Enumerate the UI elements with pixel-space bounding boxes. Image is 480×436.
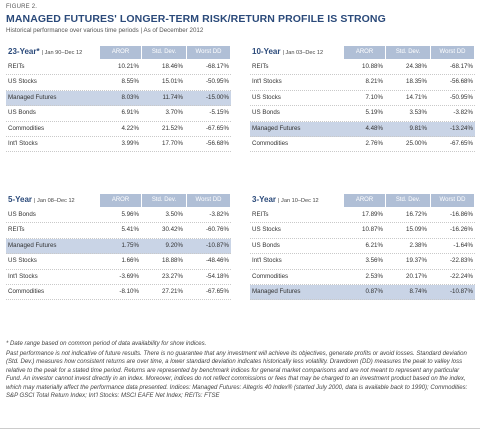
asset-name: Managed Futures bbox=[252, 287, 301, 295]
asset-name: US Bonds bbox=[252, 109, 280, 117]
value-aror: 6.21% bbox=[365, 241, 383, 249]
value-dd: -50.95% bbox=[449, 93, 473, 101]
asset-name: Commodities bbox=[8, 124, 45, 132]
table-row bbox=[6, 254, 231, 269]
value-std: 3.53% bbox=[409, 109, 427, 117]
asset-name: US Stocks bbox=[8, 257, 37, 265]
table-row bbox=[6, 137, 231, 152]
value-dd: -22.24% bbox=[449, 272, 473, 280]
value-aror: 7.10% bbox=[365, 93, 383, 101]
value-aror: 8.55% bbox=[121, 78, 139, 86]
table-row bbox=[6, 223, 231, 238]
column-header: Worst DD bbox=[187, 46, 230, 59]
value-std: 17.70% bbox=[162, 139, 183, 147]
table-row bbox=[6, 208, 231, 223]
value-dd: -5.15% bbox=[209, 109, 229, 117]
value-std: 8.74% bbox=[409, 287, 427, 295]
value-dd: -67.65% bbox=[205, 124, 229, 132]
performance-disclaimer: Past performance is not indicative of future results. There is no guarantee that any investment will achieve its objectives, generate profits or avoid losses. Standard deviation (Std. Dev.) measures how consistent returns are over time, a lower standard deviation indicates historically less volatility. Drawdown (DD) measures the peak to valley loss relative to the peak for a stated time period. Returns are represented by benchmark indices for general market comparisons and are not meant to represent any particular Fund. An investor cannot invest directly in an index. Moreover, indices do not reflect commissions or fees that may be charged to an investment product based on the index, which may materially affect the performance data presented. Indices: Managed Futures: Altegris 40 Index® (started July 2000, data is available back to 1990); Commodities: S&P GSCI Total Return Index; Int'l Stocks: MSCI EAFE Net Index; REITs: FTSE bbox=[6, 350, 468, 399]
value-dd: -16.86% bbox=[449, 211, 473, 218]
column-header: Worst DD bbox=[431, 46, 474, 59]
table-row bbox=[250, 208, 475, 223]
column-header: AROR bbox=[344, 194, 385, 207]
value-std: 3.70% bbox=[165, 109, 183, 117]
value-std: 16.72% bbox=[406, 211, 427, 218]
table-row bbox=[6, 60, 231, 75]
performance-panel-0 bbox=[6, 46, 231, 152]
asset-name: US Stocks bbox=[252, 93, 281, 101]
value-dd: -10.87% bbox=[205, 241, 229, 249]
table-row bbox=[250, 239, 475, 254]
value-aror: 3.56% bbox=[365, 257, 383, 265]
table-row bbox=[250, 270, 475, 285]
value-dd: -22.83% bbox=[449, 257, 473, 265]
value-dd: -3.82% bbox=[453, 109, 473, 117]
asset-name: US Bonds bbox=[8, 211, 36, 218]
column-header: AROR bbox=[100, 194, 141, 207]
date-range-footnote: * Date range based on common period of data availability for show indices. bbox=[6, 341, 207, 347]
value-std: 30.42% bbox=[162, 226, 183, 234]
column-header: Std. Dev. bbox=[142, 194, 186, 207]
panel-title bbox=[252, 195, 319, 204]
asset-name: US Bonds bbox=[252, 241, 280, 249]
value-std: 9.81% bbox=[409, 124, 427, 132]
performance-panel-3 bbox=[250, 194, 475, 300]
panel-title bbox=[8, 195, 75, 204]
column-header: Std. Dev. bbox=[142, 46, 186, 59]
table-row bbox=[6, 285, 231, 300]
value-aror: 8.21% bbox=[365, 78, 383, 86]
asset-name: Int'l Stocks bbox=[252, 78, 282, 86]
value-std: 25.00% bbox=[406, 139, 427, 147]
column-header: AROR bbox=[344, 46, 385, 59]
figure-title: MANAGED FUTURES' LONGER-TERM RISK/RETURN PROFILE IS STRONG bbox=[6, 13, 386, 25]
panel-period: 5-Year bbox=[8, 195, 33, 204]
asset-name: REITs bbox=[252, 63, 269, 70]
column-header: Std. Dev. bbox=[386, 194, 430, 207]
asset-name: US Bonds bbox=[8, 109, 36, 117]
panel-period: 3-Year bbox=[252, 195, 277, 204]
value-aror: 4.22% bbox=[121, 124, 139, 132]
asset-name: Commodities bbox=[252, 139, 289, 147]
performance-panel-1 bbox=[250, 46, 475, 152]
value-aror: 2.53% bbox=[365, 272, 383, 280]
asset-name: Managed Futures bbox=[8, 241, 57, 249]
value-dd: -13.24% bbox=[449, 124, 473, 132]
value-dd: -60.76% bbox=[205, 226, 229, 234]
value-aror: 2.76% bbox=[365, 139, 383, 147]
footnotes bbox=[6, 340, 474, 402]
figure-subtitle: Historical performance over various time periods | As of December 2012 bbox=[6, 27, 204, 34]
panel-header bbox=[250, 194, 475, 208]
panel-header bbox=[6, 46, 231, 60]
value-std: 18.88% bbox=[162, 257, 183, 265]
value-aror: 5.96% bbox=[121, 211, 139, 218]
value-dd: -3.82% bbox=[209, 211, 229, 218]
panel-title bbox=[252, 47, 323, 56]
value-std: 3.50% bbox=[165, 211, 183, 218]
value-std: 15.09% bbox=[406, 226, 427, 234]
value-std: 19.37% bbox=[406, 257, 427, 265]
asset-name: REITs bbox=[252, 211, 269, 218]
value-std: 18.46% bbox=[162, 63, 183, 70]
value-std: 9.20% bbox=[165, 241, 183, 249]
value-dd: -50.95% bbox=[205, 78, 229, 86]
value-aror: 17.89% bbox=[362, 211, 383, 218]
value-dd: -16.26% bbox=[449, 226, 473, 234]
value-aror: 4.48% bbox=[365, 124, 383, 132]
value-std: 23.27% bbox=[162, 272, 183, 280]
table-row bbox=[6, 106, 231, 121]
panel-header bbox=[6, 194, 231, 208]
value-aror: 1.75% bbox=[121, 241, 139, 249]
panel-date-range: | Jan 08–Dec 12 bbox=[34, 198, 75, 204]
value-aror: -3.69% bbox=[119, 272, 139, 280]
asset-name: US Stocks bbox=[252, 226, 281, 234]
table-row bbox=[250, 122, 475, 137]
panel-date-range: | Jan 03–Dec 12 bbox=[282, 50, 324, 56]
value-dd: -54.18% bbox=[205, 272, 229, 280]
asset-name: REITs bbox=[8, 226, 25, 234]
value-aror: 5.19% bbox=[365, 109, 383, 117]
asset-name: Managed Futures bbox=[252, 124, 301, 132]
value-std: 18.35% bbox=[406, 78, 427, 86]
table-row bbox=[6, 75, 231, 90]
table-row bbox=[6, 239, 231, 254]
value-std: 14.71% bbox=[406, 93, 427, 101]
column-header: Worst DD bbox=[187, 194, 230, 207]
column-header: AROR bbox=[100, 46, 141, 59]
value-aror: 6.91% bbox=[121, 109, 139, 117]
performance-panel-2 bbox=[6, 194, 231, 300]
table-row bbox=[250, 75, 475, 90]
panel-period: 23-Year* bbox=[8, 47, 40, 56]
value-std: 20.17% bbox=[406, 272, 427, 280]
value-std: 2.38% bbox=[409, 241, 427, 249]
value-aror: -8.10% bbox=[119, 287, 139, 295]
value-dd: -56.68% bbox=[449, 78, 473, 86]
column-header: Std. Dev. bbox=[386, 46, 430, 59]
asset-name: Managed Futures bbox=[8, 93, 57, 101]
value-aror: 8.03% bbox=[121, 93, 139, 101]
value-aror: 10.88% bbox=[362, 63, 383, 70]
asset-name: Commodities bbox=[252, 272, 289, 280]
table-row bbox=[6, 91, 231, 106]
value-aror: 3.99% bbox=[121, 139, 139, 147]
value-std: 15.01% bbox=[162, 78, 183, 86]
table-row bbox=[250, 91, 475, 106]
table-row bbox=[6, 122, 231, 137]
asset-name: REITs bbox=[8, 63, 25, 70]
value-dd: -67.65% bbox=[205, 287, 229, 295]
value-aror: 10.87% bbox=[362, 226, 383, 234]
figure-label: FIGURE 2. bbox=[6, 4, 38, 10]
value-aror: 0.87% bbox=[365, 287, 383, 295]
value-std: 24.38% bbox=[406, 63, 427, 70]
table-row bbox=[6, 270, 231, 285]
table-row bbox=[250, 137, 475, 152]
value-aror: 10.21% bbox=[118, 63, 139, 70]
panel-date-range: | Jan 10–Dec 12 bbox=[278, 198, 319, 204]
value-std: 21.52% bbox=[162, 124, 183, 132]
table-row bbox=[250, 254, 475, 269]
asset-name: Int'l Stocks bbox=[252, 257, 282, 265]
value-aror: 5.41% bbox=[121, 226, 139, 234]
table-row bbox=[250, 60, 475, 75]
panel-period: 10-Year bbox=[252, 47, 281, 56]
table-row bbox=[250, 106, 475, 121]
table-row bbox=[250, 285, 475, 300]
column-header: Worst DD bbox=[431, 194, 474, 207]
asset-name: Int'l Stocks bbox=[8, 272, 38, 280]
panel-header bbox=[250, 46, 475, 60]
table-row bbox=[250, 223, 475, 238]
value-dd: -67.65% bbox=[449, 139, 473, 147]
value-dd: -15.00% bbox=[205, 93, 229, 101]
bottom-divider bbox=[0, 428, 480, 429]
panel-title bbox=[8, 47, 82, 56]
panel-date-range: | Jan 90–Dec 12 bbox=[41, 50, 83, 56]
value-std: 11.74% bbox=[162, 93, 183, 101]
value-dd: -48.46% bbox=[205, 257, 229, 265]
asset-name: Commodities bbox=[8, 287, 45, 295]
value-dd: -10.87% bbox=[449, 287, 473, 295]
value-dd: -56.68% bbox=[205, 139, 229, 147]
value-dd: -68.17% bbox=[449, 63, 473, 70]
value-aror: 1.66% bbox=[121, 257, 139, 265]
asset-name: US Stocks bbox=[8, 78, 37, 86]
value-dd: -1.64% bbox=[453, 241, 473, 249]
asset-name: Int'l Stocks bbox=[8, 139, 38, 147]
value-dd: -68.17% bbox=[205, 63, 229, 70]
value-std: 27.21% bbox=[162, 287, 183, 295]
